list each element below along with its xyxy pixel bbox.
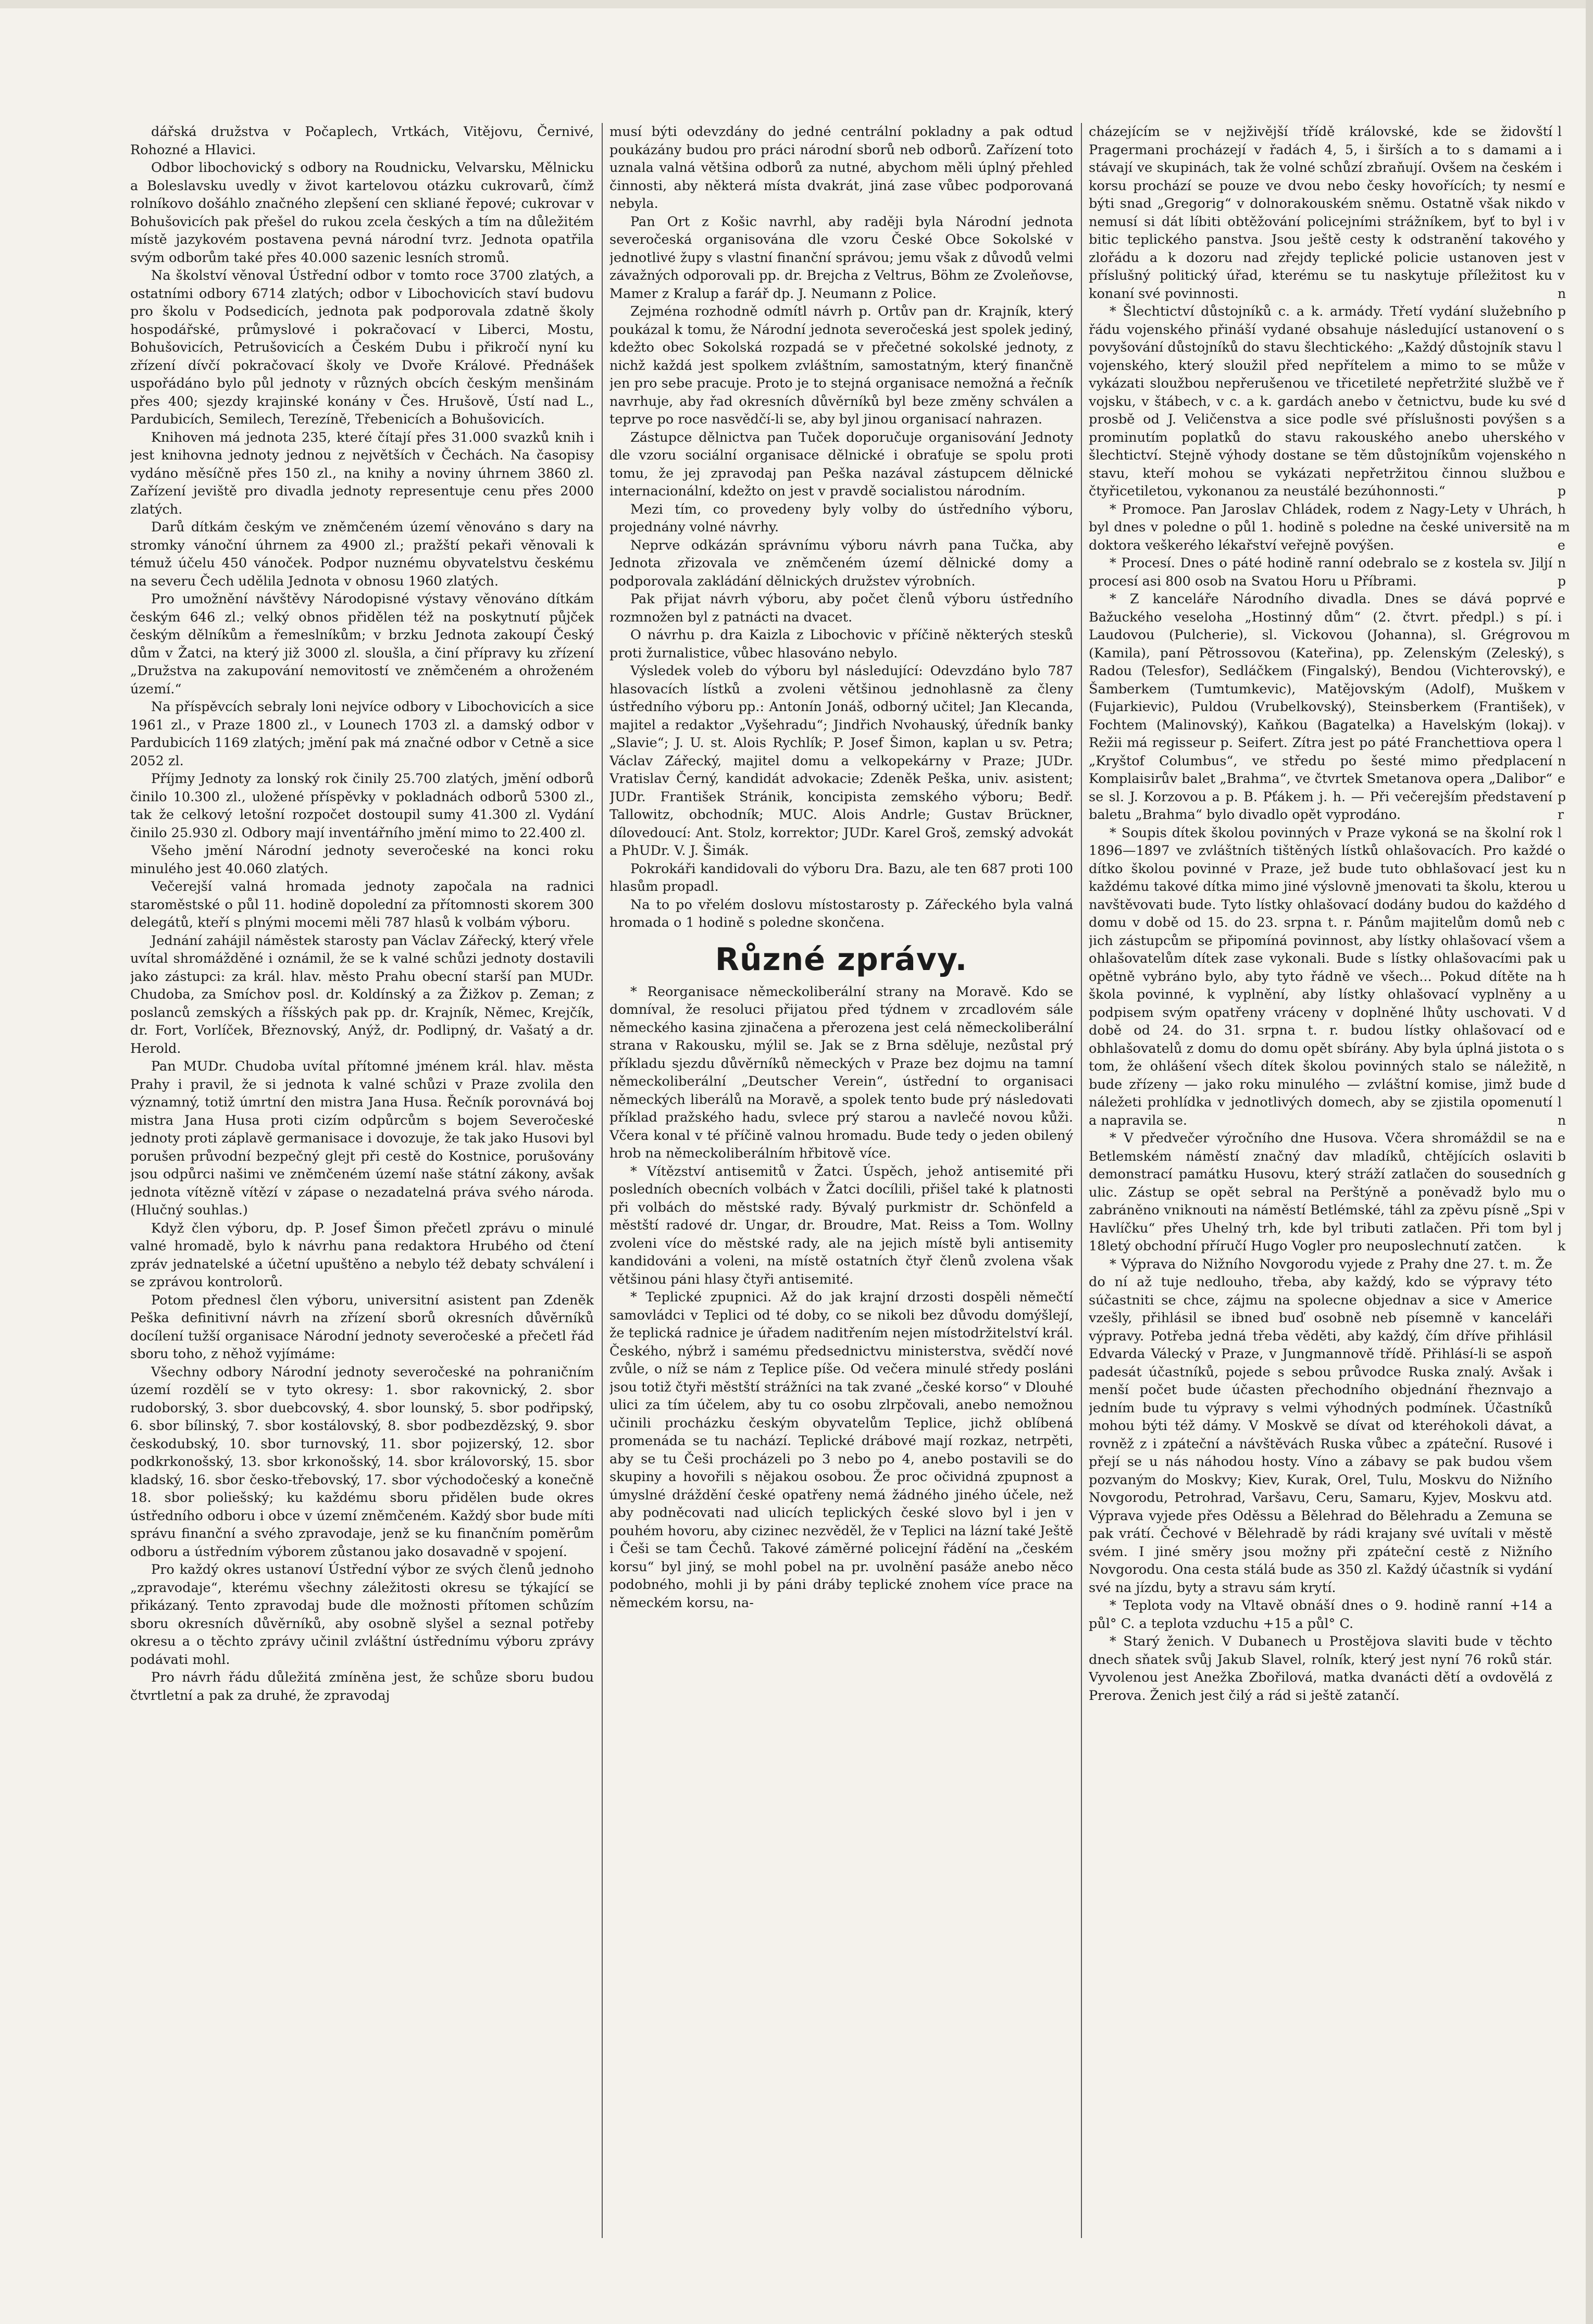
news-item: * Z kanceláře Národního divadla. Dnes se dává poprvé Bažuckého veseloha „Hostinný dům“ (2. čtvrt. předpl.) s pí. Laudovou (Pulcherie), sl. Vickovou (Johanna), sl. Grégrovou (Kamila), paní Pětrossovou (Kateřina), pp. Zelenským (Zeleský), Radou (Telesfor), Sedláčkem (Fingalský), Bendou (Vichterovský), Šamberkem (Tumtumkevic), Matějovským (Adolf), Muškem (Fujarkievic), Puldou (Vrubelkovský), Steinsberkem (František), Fochtem (Malinovský), Kaňkou (Bagatelka) a Havelským (lokaj). Režii má regisseur p. Seifert. Zítra jest po páté Franchettiova opera „Kryštof Columbus“, ve středu po šesté mimo předplacení Komplaisirův balet „Brahma“, ve čtvrtek Smetanova opera „Dalibor“ se sl. J. Korzovou a p. B. Pťákem j. h. — Při večerejším představení baletu „Brahma“ bylo divadlo opět vyprodáno. bbox=[1089, 591, 1552, 823]
article-paragraph: Potom přednesl člen výboru, universitní asistent pan Zdeněk Peška definitivní návrh na zřízení sborů okresních důvěrníků docílení tužší organisace Národní jednoty severočeské a přečetl řád sboru toho, z něhož vyjímáme: bbox=[130, 1292, 594, 1362]
margin-glyph: p bbox=[1558, 483, 1566, 499]
margin-glyph: p bbox=[1558, 573, 1566, 589]
margin-glyph: p bbox=[1558, 789, 1566, 804]
cut-off-neighbor-column bbox=[1558, 123, 1584, 2248]
article-paragraph: musí býti odevzdány do jedné centrální pokladny a pak odtud poukázány budou pro práci národní sborů neb odborů. Zařízení toto uznala valná většina odborů za nutné, abychom měli úplný přehled činnosti, aby některá místa dvakrát, jiná zase vůbec podporovaná nebyla. bbox=[609, 124, 1073, 212]
article-paragraph: Výsledek voleb do výboru byl následující: Odevzdáno bylo 787 hlasovacích lístků a zvoleni většinou jednohlasně za členy ústředního výboru pp.: Antonín Jonáš, odborný učitel; Jan Klecanda, majitel a redaktor „Vyšehradu“; Jindřich Nvohauský, úředník banky „Slavie“; J. U. st. Alois Rychlík; P. Josef Šimon, kaplan u sv. Petra; Václav Zářecký, majitel domu a velkopekárny v Praze; JUDr. Vratislav Černý, kandidát advokacie; Zdeněk Peška, univ. asistent; JUDr. František Stránik, koncipista zemského výboru; Bedř. Tallowitz, obchodník; MUC. Alois Andrle; Gustav Brückner, dílovedoucí: Ant. Stolz, korrektor; JUDr. Karel Groš, zemský advokát a PhUDr. V. J. Šimák. bbox=[609, 663, 1073, 859]
news-item: * Výprava do Nižního Novgorodu vyjede z Prahy dne 27. t. m. Že do ní až tuje nedlouho, třeba, aby každý, kdo se výpravy této súčastniti se chce, zájmu na spolecne objednav a sice v Americe vzešly, přihlásil se ibned buď osobně neb písemně v kanceláři výpravy. Potřeba jedná třeba věděti, aby každý, čím dříve přihlásil Edvarda Válecký v Praze, v Jungmannově třídě. Přihlásí-li se aspoň padesát účastníků, pojede s sebou průvodce Ruska znalý. Avšak i menší počet bude účasten přechodního objednání řheznvajo a jedním bude tu výpravy s velmi výhodných podmínek. Účastníků mohou býti též dámy. V Moskvě se dívat od kteréhokoli dávat, a rovněž z i zpáteční a návštěvách Ruska vůbec a zpáteční. Rusové i přejí se u nás náhodou hosty. Víno a zábavy se pak budou všem pozvaným do Moskvy; Kiev, Kurak, Orel, Tulu, Moskvu do Nižního Novgorodu, Petrohrad, Varšavu, Ceru, Samaru, Kyjev, Moskvu atd. Výprava vyjede přes Oděssu a Bělehrad do Bělehradu a Zemuna se pak vrátí. Čechové v Bělehradě by rádi krajany své uvítali v městě svém. I jiné směry jsou možny při zpáteční cestě z Nižního Novgorodu. Ona cesta stálá bude as 350 zl. Každý účastník si vydání své na jízdu, byty a stravu sám krytí. bbox=[1089, 1256, 1552, 1596]
margin-glyph: e bbox=[1558, 591, 1565, 606]
margin-glyph: r bbox=[1558, 807, 1564, 822]
margin-glyph: v bbox=[1558, 268, 1565, 283]
margin-glyph: v bbox=[1558, 699, 1565, 714]
article-paragraph: Knihoven má jednota 235, které čítají přes 31.000 svazků knih i jest knihovna jednoty jednou z největších v Čechách. Na časopisy vydáno měsíčně přes 150 zl., na knihy a noviny úhrnem 3860 zl. Zařízení jeviště pro divadla jednoty representuje cenu přes 2000 zlatých. bbox=[130, 429, 594, 517]
news-item: * Šlechtictví důstojníků c. a k. armády. Třetí vydání služebního řádu vojenského přináší vydané obsahuje následující ustanovení o povyšování důstojníků do stavu šlechtického: „Každý důstojník stavu vojenského, který sloužil před nepřítelem a mimo to se může vykázati sloužbou nepřerušenou ve třicetileté nepřetržité službě ve vojsku, v štábech, v c. a k. gardách anebo v četnictvu, bude ku své prosbě od J. Veličenstva a sice podle své příslušnosti povýšen s prominutím poplatků do stavu rakouského anebo uherského šlechtictví. Stejně výhody dostane se těm důstojníkům vojenského stavu, kteří mohou se vykázati nepřetržitou činnou službou čtyřicetiletou, vykonanou za neustálé bezúhonnosti.“ bbox=[1089, 304, 1552, 499]
column-left bbox=[130, 123, 594, 2248]
margin-glyph: s bbox=[1558, 321, 1564, 337]
margin-glyph: v bbox=[1558, 250, 1565, 265]
page-top-edge bbox=[0, 0, 1593, 8]
margin-glyph: o bbox=[1558, 1184, 1566, 1200]
article-paragraph: Neprve odkázán správnímu výboru návrh pana Tučka, aby Jednota zřizovala ve zněmčeném území dělnické domy a podporovala zakládání dělnických družstev výrobních. bbox=[609, 537, 1073, 589]
margin-glyph: v bbox=[1558, 681, 1565, 697]
margin-glyph: d bbox=[1558, 393, 1566, 409]
news-item: * Vítězství antisemitů v Žatci. Úspěch, jehož antisemité při posledních obecních volbách v Žatci docílili, přišel také k platnosti při volbách do městské rady. Bývalý purkmistr dr. Schönfeld a městští radové dr. Ungar, dr. Broudre, Mat. Reiss a Tom. Wollny zvoleni více do městské rady, ale na jejich místě byli antisemity kandidováni a voleni, na místě ostatních čtyř členů zvolena však většinou páni hlasy čtyři antisemité. bbox=[609, 1163, 1073, 1287]
news-item: * Starý ženich. V Dubanech u Prostějova slaviti bude v těchto dnech sňatek svůj Jakub Slavel, rolník, který jest nyní 76 roků stár. Vyvolenou jest Anežka Zbořilová, matka dvanácti dětí a ovdovělá z Prerova. Ženich jest čilý a rád si ještě zatančí. bbox=[1089, 1634, 1552, 1704]
news-item: * Procesí. Dnes o páté hodině ranní odebralo se z kostela sv. Jiljí procesí asi 800 osob na Svatou Horu u Příbrami. bbox=[1089, 555, 1552, 589]
article-paragraph: Pan MUDr. Chudoba uvítal přítomné jménem král. hlav. města Prahy i pravil, že si jednota k valné schůzi v Praze zvolila den významný, totiž úmrtní den mistra Jana Husa. Řečník porovnává boj mistra Jana Husa proti cizím odpůrcům s bojem Severočeské jednoty proti záplavě germanisace i dovozuje, že tak jako Husovi byl porušen průvodní bezpečný glejt při cestě do Kostnice, porušovány jsou odpůrci našimi ve zněmčeném území naše státní zákony, avšak jednota vítězně vítězí v zápase o nezadatelná práva svého národa. (Hlučný souhlas.) bbox=[130, 1059, 594, 1218]
margin-glyph: l bbox=[1558, 825, 1562, 840]
margin-glyph: h bbox=[1558, 501, 1566, 517]
margin-glyph: o bbox=[1558, 843, 1566, 858]
margin-glyph: s bbox=[1558, 645, 1564, 661]
margin-glyph: v bbox=[1558, 717, 1565, 732]
margin-glyph: i bbox=[1558, 609, 1562, 625]
margin-glyph: b bbox=[1558, 1148, 1566, 1164]
margin-glyph: m bbox=[1558, 627, 1570, 642]
article-paragraph: Pro každý okres ustanoví Ústřední výbor ze svých členů jednoho „zpravodaje“, kterému všechny záležitosti okresu se týkající se přikázaný. Tento zpravodaj bude dle možnosti přítomen schůzím sboru okresních důvěrníků, aby osobně slyšel a seznal potřeby okresu a o těchto zprávy učinil zvláštní ústřednímu výboru zprávy podávati mohl. bbox=[130, 1562, 594, 1668]
article-paragraph: dářská družstva v Počaplech, Vrtkách, Vitějovu, Černivé, Rohozné a Hlavici. bbox=[130, 124, 594, 158]
margin-glyph: v bbox=[1558, 196, 1565, 211]
article-paragraph: Když člen výboru, dp. P. Josef Šimon přečetl zprávu o minulé valné hromadě, bylo k návrhu pana redaktora Hrubého od čtení zpráv jednatelské a účetní upuštěno a nebylo též debaty schválení i se zprávou kontrolorů. bbox=[130, 1220, 594, 1290]
section-heading: Různé zprávy. bbox=[715, 941, 968, 978]
column-right bbox=[1089, 123, 1552, 2248]
margin-glyph: v bbox=[1558, 357, 1565, 373]
article-paragraph: Pan Ort z Košic navrhl, aby raději byla Národní jednota severočeská organisována dle vzoru České Obce Sokolské v jednotlivé župy s vlastní finanční správou; jemu však z důvodů velmi závažných odporovali pp. dr. Brejcha z Veltrus, Böhm ze Zvoleňovse, Mamer z Kralup a farář dp. J. Neumann z Police. bbox=[609, 214, 1073, 302]
margin-glyph: p bbox=[1558, 304, 1566, 319]
news-item: * Soupis dítek školou povinných v Praze vykoná se na školní rok 1896—1897 ve zvláštních tištěných lístků ohlašovacích. Pro každé dítko školou povinné v Praze, jež bude tuto obhlašovací jest ku každému takové dítka mimo jiné výslovně jmenovati ta školu, kterou navštěvovati bude. Tyto lístky ohlašovací dodány budou do každého domu v době od 15. do 23. srpna t. r. Pánům majitelům domů neb jich zástupcům se připomíná povinnost, aby lístky ohlašovací všem ohlašovatelům dítek zase vykonali. Bude s lístky ohlašovacími pak opětně vybráno bylo, aby tyto řádně ve všech... Pokud dítěte na škola povinné, k vyplnění, aby lístky ohlašovací vyplněny a podpisem svým opatřeny vráceny v doplněné lhůty uschovati. V době od 24. do 31. srpna t. r. budou lístky ohlašovací od obhlašovatelů z domu do domu opět sbírány. Aby byla úplná jistota o tom, že ohlášení všech dítek školou povinných stalo se náležitě, bude zřízeny — jako roku minulého — zvláštní komise, jimž bude náležeti prohlídka v jednotlivých domech, aby se zjistila opomenutí a napravila se. bbox=[1089, 825, 1552, 1128]
article-paragraph: Na to po vřelém doslovu místostarosty p. Zářeckého byla valná hromada o 1 hodině s poledne skončena. bbox=[609, 897, 1073, 930]
article-paragraph: Na školství věnoval Ústřední odbor v tomto roce 3700 zlatých, a ostatními odbory 6714 zlatých; odbor v Libochovicích staví budovu pro školu v Podsedicích, jednota pak podporovala zdatně školy hospodářské, průmyslové i pokračovací v Liberci, Mostu, Bohušovicích, Petrušovicích a Českém Dubu i přikročí nyní ku zřízení dívčí pokračovací školy ve Dvoře Králové. Přednášek uspořádáno bylo půl jednoty v různých obcích českým menšinám přes 400; sjezdy krajinské konány v Čes. Hrušově, Ústí nad L., Pardubicích, Semilech, Terezíně, Třebenicích a Bohušovicích. bbox=[130, 268, 594, 427]
margin-glyph: a bbox=[1558, 933, 1565, 948]
margin-glyph: i bbox=[1558, 142, 1562, 157]
margin-glyph: v bbox=[1558, 214, 1565, 229]
article-paragraph: Zejména rozhodně odmítl návrh p. Ortův pan dr. Krajník, který poukázal k tomu, že Národní jednota severočeská jest spolek jediný, kdežto obec Sokolská rozpadá se v přečetné sokolské jednoty, z nichž každá jest spolkem zvláštním, samostatným, který finančně jen pro sebe pracuje. Proto je to stejná organisace nemožná a řečník navrhuje, aby řad okresních důvěrníků byl beze změny schválen a teprve po roce nasvědčí-li se, aby byl jinou organisací nahrazen. bbox=[609, 304, 1073, 427]
margin-glyph: h bbox=[1558, 968, 1566, 984]
margin-glyph: u bbox=[1558, 987, 1566, 1002]
margin-glyph: l bbox=[1558, 1095, 1562, 1110]
margin-glyph: m bbox=[1558, 519, 1570, 535]
article-paragraph: O návrhu p. dra Kaizla z Libochovic v příčině některých stesků proti žurnalistice, vůbec hlasováno nebylo. bbox=[609, 627, 1073, 661]
margin-glyph: y bbox=[1558, 232, 1565, 247]
margin-glyph: e bbox=[1558, 537, 1565, 553]
margin-glyph: n bbox=[1558, 285, 1566, 301]
margin-glyph: i bbox=[1558, 160, 1562, 175]
news-item: * V předvečer výročního dne Husova. Včera shromáždil se na Betlemském náměstí značný dav mladíků, chtějících oslaviti demonstrací památku Husovu, který stráží zatlačen do sousedních ulic. Zástup se opět sebral na Perštýně a poněvadž bylo mu zabráněno vniknouti na náměstí Betlémské, táhl za zpěvu písně „Spi Havlíčku“ přes Uhelný trh, kde byl tributi zatlačen. Při tom byl 18letý obchodní příručí Hugo Vogler pro neuposlechnutí zatčen. bbox=[1089, 1130, 1552, 1254]
margin-glyph: n bbox=[1558, 555, 1566, 570]
article-paragraph: Pak přijat návrh výboru, aby počet členů výboru ústředního rozmnožen byl z patnácti na dvacet. bbox=[609, 591, 1073, 625]
article-paragraph: Pro umožnění návštěvy Národopisné výstavy věnováno dítkám českým 646 zl.; velký obnos přidělen též na poskytnutí půjček českým dělníkům a řemeslníkům; v brzku Jednota zakoupí Český dům v Žatci, na který již 3000 zl. sloušla, a činí přípravy ku zřízení „Družstva na zakupování nemovitostí ve zněmčeném a ohroženém území.“ bbox=[130, 591, 594, 697]
margin-glyph: d bbox=[1558, 897, 1566, 912]
article-paragraph: cházejícím se v nejživější třídě královské, kde se židovští Pragermani procházejí v řadách 4, 5, i širších a to s damami a stávají ve skupinách, tak že volné schůzí zbraňují. Ovšem na českém korsu prochází se pouze ve dvou nebo česky hovořících; ty nesmí býti snad „Gregorig“ v dolnorakouském sněmu. Ostatně však nikdo nemusí si dát líbiti obtěžování policejními strážníkem, byť to byl i bitic teplického panstva. Jsou ještě cesty k odstranění takového zlořádu a k dozoru nad zřejdy teplické policie ustanoven jest příslušný politický úřad, kterému se tu naskytuje příležitost ku konaní své povinnosti. bbox=[1089, 124, 1552, 302]
margin-glyph: u bbox=[1558, 951, 1566, 966]
news-item: * Teplota vody na Vltavě obnáší dnes o 9. hodině ranní +14 a půl° C. a teplota vzduchu +15 a půl° C. bbox=[1089, 1598, 1552, 1632]
margin-glyph: e bbox=[1558, 178, 1565, 193]
article-paragraph: Zástupce dělnictva pan Tuček doporučuje organisování Jednoty dle vzoru sociální organisace dělnické i obraťuje se spolu proti tomu, že jej zpravodaj pan Peška nazával zástupcem dělnické internacionální, kdežto on jest v pravdě socialistou národním. bbox=[609, 429, 1073, 499]
margin-glyph: v bbox=[1558, 1202, 1565, 1217]
margin-glyph: g bbox=[1558, 1166, 1566, 1182]
article-paragraph: Všechny odbory Národní jednoty severočeské na pohraničním území rozdělí se v tyto okresy: 1. sbor rakovnický, 2. sbor rudoborský, 3. sbor duebcovský, 4. sbor lounský, 5. sbor podřipský, 6. sbor bílinský, 7. sbor kostálovský, 8. sbor podbezdězský, 9. sbor českodubský, 10. sbor turnovský, 11. sbor pojizerský, 12. sbor podkrkonošský, 13. sbor krkonošský, 14. sbor královorský, 15. sbor kladský, 16. sbor česko-třebovský, 17. sbor východočeský a konečně 18. sbor poliešský; ku každému sboru přidělen bude okres ústředního odboru i obce v území zněmčeném. Každý sbor bude míti správu finanční a svého zpravodaje, jenž se ku finančním poměrům odboru a ústředním výborem zůstanou jako dosavadně v spojení. bbox=[130, 1364, 594, 1560]
margin-glyph: n bbox=[1558, 861, 1566, 876]
page-right-edge bbox=[1586, 0, 1593, 2324]
article-paragraph: Na příspěvcích sebraly loni nejvíce odbory v Libochovicích a sice 1961 zl., v Praze 1800 zl., v Lounech 1703 zl. a damský odbor v Pardubicích 1169 zlatých; jmění pak má značné odbor v Cetně a sice 2052 zl. bbox=[130, 699, 594, 769]
article-paragraph: Jednání zahájil náměstek starosty pan Václav Zářecký, který vřele uvítal shromážděné i oznámil, že se k valné schůzi jednoty dostavili jako zástupci: za král. hlav. město Prahu obecní starší pan MUDr. Chudoba, za Smíchov posl. dr. Koldínský a za Žižkov p. Zeman; z poslanců zemských a říšských pak pp. dr. Krajník, Němec, Krejčík, dr. Fort, Vorlíček, Březnovský, Anýž, dr. Podlipný, dr. Vašatý a dr. Herold. bbox=[130, 933, 594, 1057]
margin-glyph: d bbox=[1558, 1004, 1566, 1020]
margin-glyph: e bbox=[1558, 465, 1565, 481]
margin-glyph: j bbox=[1558, 1220, 1562, 1236]
margin-glyph: ř bbox=[1558, 376, 1564, 391]
margin-glyph: a bbox=[1558, 412, 1565, 427]
margin-glyph: n bbox=[1558, 753, 1566, 768]
margin-glyph: c bbox=[1558, 915, 1565, 930]
margin-glyph: l bbox=[1558, 735, 1562, 750]
margin-glyph: l bbox=[1558, 340, 1562, 355]
margin-glyph: e bbox=[1558, 663, 1565, 678]
margin-glyph: e bbox=[1558, 1023, 1565, 1038]
margin-glyph: n bbox=[1558, 1059, 1566, 1074]
column-middle bbox=[609, 123, 1073, 2248]
article-paragraph: Pokrokáři kandidovali do výboru Dra. Bazu, ale ten 687 proti 100 hlasům propadl. bbox=[609, 861, 1073, 894]
margin-glyph: e bbox=[1558, 1130, 1565, 1146]
margin-glyph: l bbox=[1558, 124, 1562, 139]
article-paragraph: Odbor libochovický s odbory na Roudnicku, Velvarsku, Mělnicku a Boleslavsku uvedly v život kartelovou otázku cukrovarů, čímž rolníkovo došáhlo značného zlepšení cen skliané řepové; cukrovar v Bohušovicích pak přešel do rukou zcela českých a tím na důležitém místě jazykovém postavena pevná národní tvrz. Jednota opatřila svým odborům také přes 40.000 sazenic lesních stromů. bbox=[130, 160, 594, 266]
margin-glyph: u bbox=[1558, 879, 1566, 894]
column-rule-left bbox=[602, 123, 603, 2238]
article-paragraph: Příjmy Jednoty za lonský rok činily 25.700 zlatých, jmění odborů činilo 10.300 zl., uložené příspěvky v pokladnách odborů 5300 zl., tak že celkový letošní rozpočet dostoupil sumy 41.300 zl. Vydání činilo 25.930 zl. Odbory mají inventářního jmění mimo to 22.400 zl. bbox=[130, 771, 594, 841]
news-item: * Promoce. Pan Jaroslav Chládek, rodem z Nagy-Lety v Uhrách, byl dnes v poledne o půl 1. hodině s poledne na české universitě na doktora veškerého lékařství veřejně povýšen. bbox=[1089, 501, 1552, 553]
margin-glyph: k bbox=[1558, 1238, 1566, 1253]
news-item: * Reorganisace německoliberální strany na Moravě. Kdo se domníval, že resoluci přijatou před týdnem v zrcadlovém sále německého kasina zjinačena a přerozena jest celá německoliberální strana v Rakousku, mýlil se. Jak se z Brna sděluje, nezůstal prý příkladu sjezdu důvěrníků německých v Praze bez dojmu na tamní německoliberální „Deutscher Verein“, ústřední to organisaci německých liberálů na Moravě, a spolek tento bude prý následovati příklad pražského hadu, svlece prý starou a navlečé novou kůži. Včera konal v té příčině valnou hromadu. Bude tedy o jeden obilený hrob na německoliberálním hřbitově více. bbox=[609, 984, 1073, 1161]
margin-glyph: e bbox=[1558, 771, 1565, 786]
article-paragraph: Večerejší valná hromada jednoty započala na radnici staroměstské o půl 11. hodině dopolední za přítomnosti skorem 300 delegátů, kteří s plnými mocemi měli 787 hlasů k volbám výboru. bbox=[130, 879, 594, 930]
column-rule-right bbox=[1081, 123, 1082, 2238]
margin-glyph: n bbox=[1558, 448, 1566, 463]
article-paragraph: Mezi tím, co provedeny byly volby do ústředního výboru, projednány volné návrhy. bbox=[609, 501, 1073, 535]
article-paragraph: Darů dítkám českým ve zněmčeném území věnováno s dary na stromky vánoční úhrnem za 4900 zl.; pražští pekaři věnovali k témuž účelu 450 vánoček. Podpor nuznému obyvatelstvu českému na severu Čech udělila Jednota v obnosu 1960 zlatých. bbox=[130, 519, 594, 589]
article-paragraph: Pro návrh řádu důležitá zmíněna jest, že schůze sboru budou čtvrtletní a pak za druhé, že zpravodaj bbox=[130, 1670, 594, 1704]
article-paragraph: Všeho jmění Národní jednoty severočeské na konci roku minulého jest 40.060 zlatých. bbox=[130, 843, 594, 877]
margin-glyph: v bbox=[1558, 429, 1565, 445]
margin-glyph: s bbox=[1558, 1040, 1564, 1056]
margin-glyph: d bbox=[1558, 1076, 1566, 1092]
margin-glyph: n bbox=[1558, 1112, 1566, 1128]
news-item: * Teplické zpupnici. Až do jak krajní drzosti dospěli němečtí samovládci v Teplici od té doby, co se nikoli bez důvodu domýšlejí, že teplická radnice je úřadem naditřením nejen místodržitelství král. Českého, nýbrž i samému předsednictvu ministerstva, svědčí nové zvůle, o níž se nám z Teplice píše. Od večera minulé středy posláni jsou totiž čtyři městští strážníci na tak zvané „české korso“ v Dlouhé ulici za tím účelem, aby tu co osobu zlrpčovali, anebo nemožnou učinili procházku českým obyvatelům Teplice, jichž oblíbená promenáda se tu nachází. Teplické drábové mají rozkaz, netrpěti, aby se tu Češi procházeli po 3 nebo po 4, anebo postavili se do skupiny a hovořili s nějakou osobou. Že proc očividná zpupnost a úmyslné dráždění české opatřeny nemá žádného jiného účele, než aby podněcovati nad ulicích teplických české slovo byl i jen v pouhém hovoru, aby cizinec nezvěděl, že v Teplici na lázní také Ještě i Češi se tam Čechů. Takové záměrné policejní řádění na „českém korsu“ byl jiný, se mohl pobel na pr. uvolnění pasáže anebo něco podobného, mohli ji by páni dráby teplické znohem více prace na německém korsu, na- bbox=[609, 1289, 1073, 1611]
